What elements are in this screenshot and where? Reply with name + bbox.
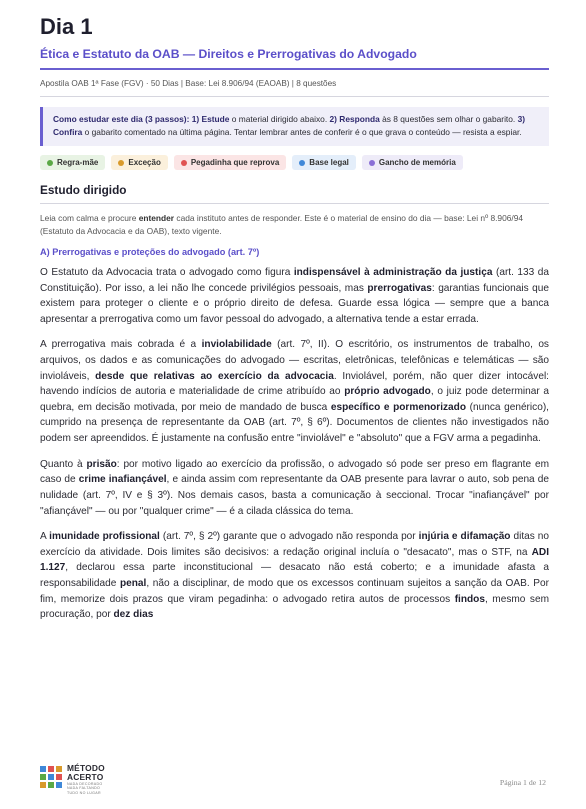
page-title: Dia 1 <box>40 14 93 39</box>
page-subtitle: Ética e Estatuto da OAB — Direitos e Prerrogativas do Advogado <box>40 47 417 61</box>
emphasis: desde que relativas ao exercício da advocacia <box>95 370 334 382</box>
intro-text: cada instituto antes de responder. Este é o material de ensino do dia — base: Lei nº 8.906/94 (Estatuto da Advocacia e da OAB), texto vigente. <box>40 213 524 236</box>
legend-dot-icon <box>299 160 305 166</box>
step-2-text: às 8 questões sem olhar o gabarito. <box>379 114 518 124</box>
page-content <box>40 14 549 633</box>
paragraph-4 <box>40 529 549 623</box>
section-divider <box>40 203 549 204</box>
meta-divider <box>40 96 549 97</box>
emphasis: indispensável à administração da justiça <box>293 267 493 278</box>
step-3-label: 3) Confira <box>53 114 526 137</box>
legend <box>40 155 549 170</box>
text: : garantias funcionais que existem para proteger o cliente e o próprio direito de defesa. Guarde essa lógica — sempre que a banca apresentar a prerrogativa como um favor pessoal do advogado, a alternativa tende a estar errada. <box>40 282 549 325</box>
step-1-text: o material dirigido abaixo. <box>229 114 330 124</box>
step-2-label: 2) Responda <box>329 114 380 124</box>
logo-mark-icon <box>40 766 62 788</box>
emphasis: penal <box>119 577 147 589</box>
page-footer <box>40 764 546 798</box>
emphasis: dez dias <box>113 609 154 621</box>
logo-tagline: NADA DECORADO <box>67 782 103 786</box>
logo-text <box>67 764 105 795</box>
logo-tagline: NADA FALTANDO <box>67 786 101 791</box>
legend-excecao <box>111 155 167 170</box>
paragraph-3 <box>40 457 549 519</box>
text: , e ainda assim com representante da OAB presente para lavrar o auto, sob pena de nulidade (art. 7º, IV e § 3º). Nos demais casos, basta a comunicação à seccional. Trocar "inafiançável" por "afiançável" — ou por "qualquer crime" — é a cilada clássica do tema. <box>40 474 549 517</box>
intro-text: Leia com calma e procure <box>40 213 139 223</box>
emphasis: injúria e difamação <box>418 531 511 543</box>
legend-regra-mae <box>40 155 105 170</box>
study-instructions-box <box>40 107 549 146</box>
emphasis: findos <box>454 593 485 605</box>
text: Quanto à <box>40 458 87 470</box>
logo-tagline: TUDO NO LUGAR <box>67 790 101 795</box>
text: ditas no exercício da atividade. Dois limites são decisivos: a redação original incluía o "desacato", mas o STF, na <box>40 531 550 558</box>
text: A prerrogativa mais cobrada é a <box>40 339 202 351</box>
document-meta: Apostila OAB 1ª Fase (FGV) · 50 Dias | Base: Lei 8.906/94 (EAOAB) | 8 questões <box>40 79 337 88</box>
subsection-heading: A) Prerrogativas e proteções do advogado (art. 7º) <box>40 247 260 257</box>
emphasis: inviolabilidade <box>201 339 272 351</box>
legend-label: Regra-mãe <box>57 158 99 167</box>
text: O Estatuto da Advocacia trata o advogado como figura <box>40 267 294 278</box>
legend-pegadinha <box>174 155 286 170</box>
emphasis: específico e pormenorizado <box>330 401 467 413</box>
text: , declarou essa parte inconstitucional — desacato não está coberto; e a imunidade afasta a responsabilidade <box>40 562 549 589</box>
intro-emphasis: entender <box>138 213 175 223</box>
text: , não a disciplinar, de modo que os excessos continuam sujeitos a sanção da OAB. Por fim, memorize dois prazos que viram pegadinha: o advogado retira autos de processos <box>40 577 549 605</box>
logo-line-1: MÉTODO <box>67 763 105 773</box>
text: (nunca genérico), cumprido na presença de representante da OAB (art. 7º, § 6º). Documentos de clientes não investigados não podem ser apreendidos. É justamente na confusão entre "inviolável" e "absoluto" que a FGV arma a pegadinha. <box>40 401 549 445</box>
legend-dot-icon <box>47 160 53 166</box>
legend-base-legal <box>292 155 356 170</box>
page-number: Página 1 de 12 <box>499 778 546 787</box>
text: : por motivo ligado ao exercício da profissão, o advogado só pode ser preso em flagrante em caso de <box>40 458 549 486</box>
legend-label: Pegadinha que reprova <box>190 158 280 167</box>
text: (art. 7º, § 2º) garante que o advogado não responda por <box>159 531 419 543</box>
legend-dot-icon <box>118 160 124 166</box>
legend-gancho-memoria <box>362 155 463 170</box>
instructions-lead: Como estudar este dia (3 passos): <box>53 114 190 124</box>
text: , o juiz pode determinar a quebra, em decisão motivada, por meio de mandado de busca <box>40 386 550 413</box>
section-title: Estudo dirigido <box>40 183 127 197</box>
study-intro <box>40 212 549 237</box>
text: A <box>40 531 50 543</box>
paragraph-2 <box>40 337 549 446</box>
emphasis: prerrogativas <box>367 282 432 294</box>
text: (art. 133 da Constituição). Por isso, a lei não lhe concede privilégios pessoais, mas <box>40 267 550 294</box>
legend-dot-icon <box>369 160 375 166</box>
logo-line-2: ACERTO <box>67 772 104 782</box>
step-1-label: 1) Estude <box>191 114 230 124</box>
text: , mesmo sem procuração, por <box>40 593 550 621</box>
paragraph-1 <box>40 265 549 327</box>
text: (art. 7º, II). O escritório, os instrumentos de trabalho, os arquivos, os dados e as comunicações do advogado — escritas, eletrônicas, telefônicas e telemáticas — são invioláveis, <box>40 339 549 382</box>
legend-label: Exceção <box>128 158 161 167</box>
emphasis: prisão <box>86 458 117 470</box>
legend-label: Base legal <box>309 158 349 167</box>
legend-label: Gancho de memória <box>378 158 456 167</box>
emphasis: próprio advogado <box>344 386 431 398</box>
emphasis: imunidade profissional <box>49 531 160 543</box>
text: . Inviolável, porém, não quer dizer intocável: havendo indícios de autoria e materialidade de crime atribuído ao <box>40 370 549 398</box>
emphasis: crime inafiançável <box>78 474 167 486</box>
step-3-text: o gabarito comentado na última página. Tentar lembrar antes de conferir é o que grava o conteúdo — resista a espiar. <box>82 127 522 137</box>
emphasis: ADI 1.127 <box>40 546 549 574</box>
metodo-acerto-logo <box>40 764 105 795</box>
legend-dot-icon <box>181 160 187 166</box>
title-divider <box>40 68 549 70</box>
